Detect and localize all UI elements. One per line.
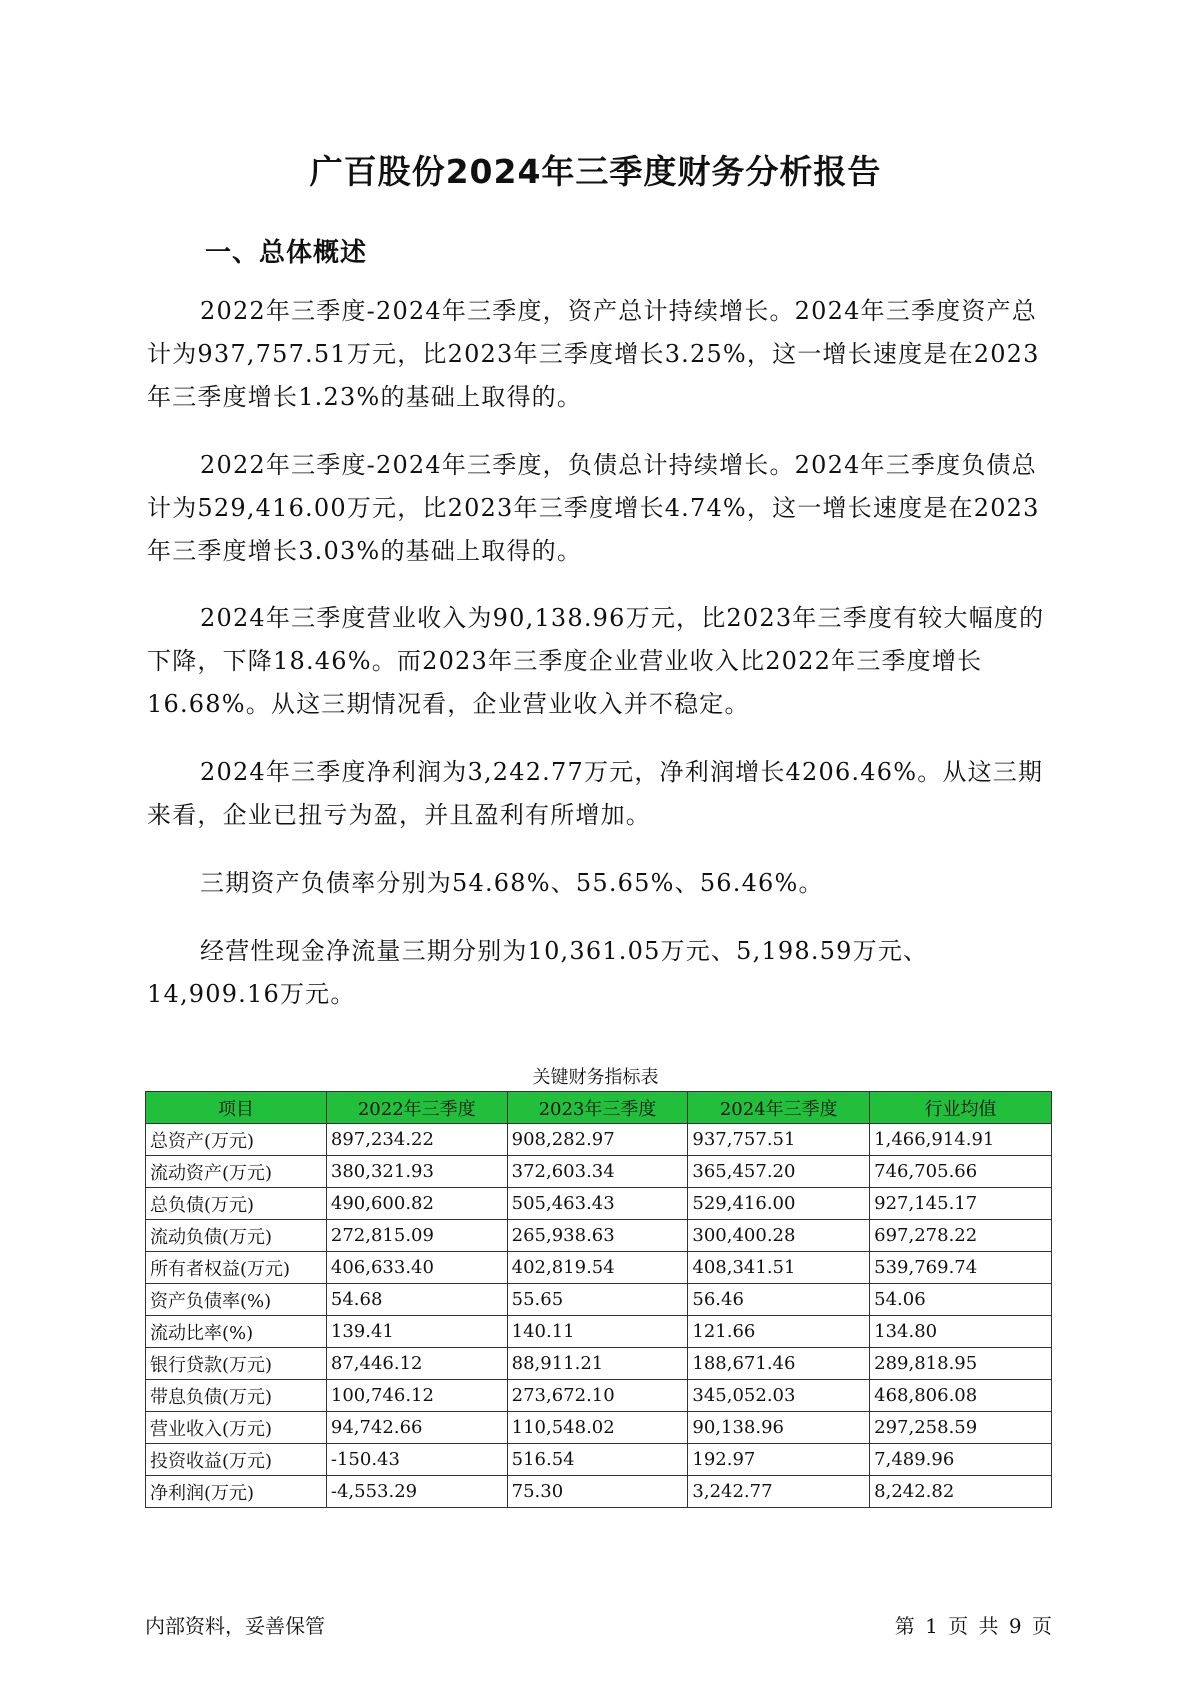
table-cell-value: 54.68: [326, 1284, 507, 1316]
table-row: [146, 1444, 1052, 1476]
table-cell-value: 380,321.93: [326, 1156, 507, 1188]
table-cell-item: 总资产(万元): [146, 1124, 327, 1156]
table-cell-value: 345,052.03: [688, 1380, 870, 1412]
table-row: [146, 1220, 1052, 1252]
table-cell-value: 8,242.82: [870, 1476, 1052, 1508]
table-caption: 关键财务指标表: [532, 1067, 659, 1088]
table-cell-value: 490,600.82: [326, 1188, 507, 1220]
table-cell-value: 139.41: [326, 1316, 507, 1348]
section-heading: 一、总体概述: [205, 238, 368, 268]
table-row: [146, 1316, 1052, 1348]
table-cell-value: 90,138.96: [688, 1412, 870, 1444]
table-cell-value: 134.80: [870, 1316, 1052, 1348]
table-cell-item: 流动资产(万元): [146, 1156, 327, 1188]
page-title: 广百股份2024年三季度财务分析报告: [309, 152, 882, 191]
table-cell-value: 406,633.40: [326, 1252, 507, 1284]
table-cell-value: 7,489.96: [870, 1444, 1052, 1476]
table-cell-value: 94,742.66: [326, 1412, 507, 1444]
table-row: [146, 1156, 1052, 1188]
table-cell-item: 净利润(万元): [146, 1476, 327, 1508]
table-cell-value: 3,242.77: [688, 1476, 870, 1508]
table-cell-value: 121.66: [688, 1316, 870, 1348]
table-cell-value: 908,282.97: [507, 1124, 688, 1156]
table-cell-value: 87,446.12: [326, 1348, 507, 1380]
paragraph-debt-ratio: 三期资产负债率分别为54.68%、55.65%、56.46%。: [200, 869, 824, 897]
paragraph-net-profit: 2024年三季度净利润为3,242.77万元，净利润增长4206.46%。从这三期来看，企业已扭亏为盈，并且盈利有所增加。: [147, 758, 1044, 829]
table-header-row: [146, 1092, 1052, 1124]
table-row: [146, 1252, 1052, 1284]
table-cell-item: 流动负债(万元): [146, 1220, 327, 1252]
table-cell-value: 54.06: [870, 1284, 1052, 1316]
table-row: [146, 1284, 1052, 1316]
table-cell-value: 408,341.51: [688, 1252, 870, 1284]
table-cell-value: 300,400.28: [688, 1220, 870, 1252]
table-cell-value: 529,416.00: [688, 1188, 870, 1220]
table-cell-value: 539,769.74: [870, 1252, 1052, 1284]
table-row: [146, 1476, 1052, 1508]
table-row: [146, 1380, 1052, 1412]
table-cell-value: 100,746.12: [326, 1380, 507, 1412]
header-item: 项目: [146, 1092, 327, 1124]
table-cell-item: 总负债(万元): [146, 1188, 327, 1220]
table-cell-value: 265,938.63: [507, 1220, 688, 1252]
table-cell-item: 流动比率(%): [146, 1316, 327, 1348]
paragraph-assets: 2022年三季度-2024年三季度，资产总计持续增长。2024年三季度资产总计为937,757.51万元，比2023年三季度增长3.25%，这一增长速度是在2023年三季度增长1.23%的基础上取得的。: [147, 297, 1040, 411]
table-cell-value: 365,457.20: [688, 1156, 870, 1188]
table-cell-value: 927,145.17: [870, 1188, 1052, 1220]
footer-page-number: 第 1 页 共 9 页: [894, 1614, 1052, 1638]
table-cell-value: 272,815.09: [326, 1220, 507, 1252]
table-cell-item: 投资收益(万元): [146, 1444, 327, 1476]
table-cell-value: -4,553.29: [326, 1476, 507, 1508]
table-row: [146, 1124, 1052, 1156]
table-row: [146, 1412, 1052, 1444]
table-cell-value: 75.30: [507, 1476, 688, 1508]
table-cell-item: 营业收入(万元): [146, 1412, 327, 1444]
table-cell-value: 937,757.51: [688, 1124, 870, 1156]
table-cell-item: 带息负债(万元): [146, 1380, 327, 1412]
table-cell-value: -150.43: [326, 1444, 507, 1476]
table-row: [146, 1348, 1052, 1380]
table-cell-item: 资产负债率(%): [146, 1284, 327, 1316]
table-cell-item: 所有者权益(万元): [146, 1252, 327, 1284]
footer-confidential-note: 内部资料，妥善保管: [145, 1614, 325, 1638]
header-2022-q3: 2022年三季度: [326, 1092, 507, 1124]
table-cell-value: 402,819.54: [507, 1252, 688, 1284]
table-cell-value: 289,818.95: [870, 1348, 1052, 1380]
table-cell-value: 697,278.22: [870, 1220, 1052, 1252]
header-2023-q3: 2023年三季度: [507, 1092, 688, 1124]
table-cell-value: 110,548.02: [507, 1412, 688, 1444]
table-cell-value: 273,672.10: [507, 1380, 688, 1412]
table-cell-value: 55.65: [507, 1284, 688, 1316]
table-cell-value: 188,671.46: [688, 1348, 870, 1380]
table-cell-value: 88,911.21: [507, 1348, 688, 1380]
table-cell-value: 372,603.34: [507, 1156, 688, 1188]
table-cell-value: 897,234.22: [326, 1124, 507, 1156]
paragraph-liabilities: 2022年三季度-2024年三季度，负债总计持续增长。2024年三季度负债总计为529,416.00万元，比2023年三季度增长4.74%，这一增长速度是在2023年三季度增长3.03%的基础上取得的。: [147, 451, 1040, 565]
table-cell-value: 516.54: [507, 1444, 688, 1476]
table-cell-value: 297,258.59: [870, 1412, 1052, 1444]
table-cell-value: 746,705.66: [870, 1156, 1052, 1188]
table-cell-value: 1,466,914.91: [870, 1124, 1052, 1156]
table-cell-value: 192.97: [688, 1444, 870, 1476]
table-cell-value: 468,806.08: [870, 1380, 1052, 1412]
header-industry-average: 行业均值: [870, 1092, 1052, 1124]
header-2024-q3: 2024年三季度: [688, 1092, 870, 1124]
table-cell-item: 银行贷款(万元): [146, 1348, 327, 1380]
key-financial-indicators-table: [145, 1091, 1052, 1508]
table-cell-value: 505,463.43: [507, 1188, 688, 1220]
table-cell-value: 56.46: [688, 1284, 870, 1316]
table-row: [146, 1188, 1052, 1220]
paragraph-revenue: 2024年三季度营业收入为90,138.96万元，比2023年三季度有较大幅度的下降，下降18.46%。而2023年三季度企业营业收入比2022年三季度增长16.68%。从这三期情况看，企业营业收入并不稳定。: [147, 604, 1045, 718]
table-cell-value: 140.11: [507, 1316, 688, 1348]
paragraph-cash-flow: 经营性现金净流量三期分别为10,361.05万元、5,198.59万元、14,909.16万元。: [147, 937, 929, 1008]
